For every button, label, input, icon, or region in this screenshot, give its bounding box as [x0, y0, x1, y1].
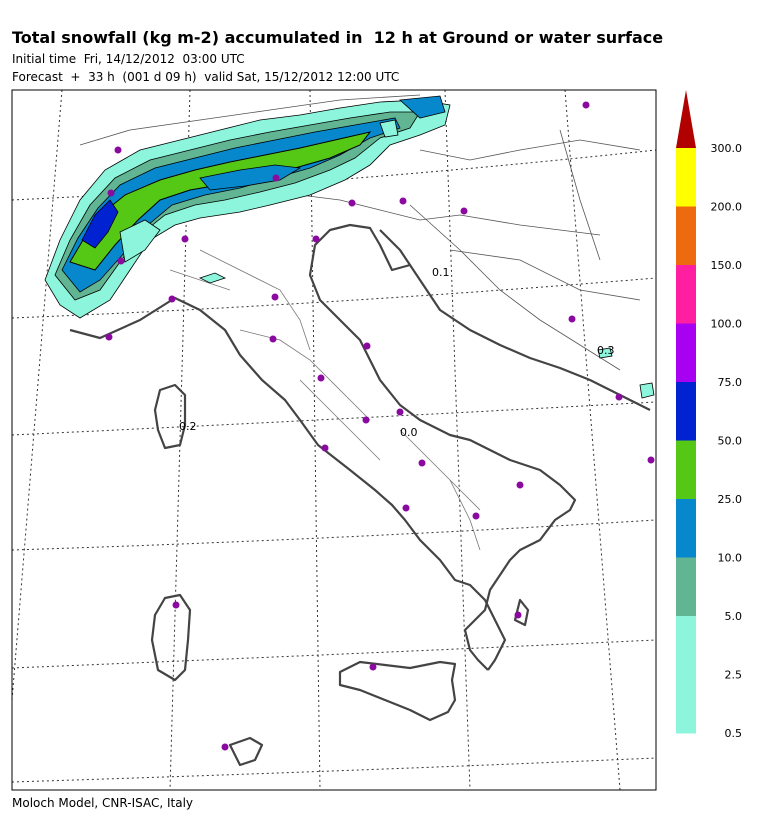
city-dot — [397, 409, 404, 416]
city-dot — [322, 445, 329, 452]
city-dot — [370, 664, 377, 671]
city-dot — [648, 457, 655, 464]
map-area — [12, 90, 656, 790]
city-dot — [273, 175, 280, 182]
city-dot — [318, 375, 325, 382]
model-credit: Moloch Model, CNR-ISAC, Italy — [12, 796, 194, 810]
contour-label: 0.1 — [432, 266, 450, 279]
city-dot — [616, 394, 623, 401]
legend-overflow-arrow — [676, 90, 696, 148]
contour-label: 0.0 — [400, 426, 418, 439]
forecast-valid-time: Forecast + 33 h (001 d 09 h) valid Sat, 15/12/2012 12:00 UTC — [12, 70, 400, 84]
city-dot — [173, 602, 180, 609]
city-dot — [517, 482, 524, 489]
city-dot — [118, 258, 125, 265]
color-legend — [676, 90, 742, 740]
city-dot — [182, 236, 189, 243]
legend-swatch — [676, 207, 696, 266]
legend-label: 0.5 — [724, 727, 742, 740]
city-dot — [363, 417, 370, 424]
city-dot — [108, 190, 115, 197]
legend-label: 300.0 — [710, 142, 742, 155]
legend-swatch — [676, 324, 696, 383]
city-dot — [400, 198, 407, 205]
legend-label: 2.5 — [724, 668, 742, 682]
city-dot — [222, 744, 229, 751]
city-dot — [515, 612, 522, 619]
map-title: Total snowfall (kg m-2) accumulated in 12 h at Ground or water surface — [12, 28, 664, 47]
contour-label: 0.2 — [179, 420, 197, 433]
city-dot — [583, 102, 590, 109]
legend-swatch — [676, 265, 696, 324]
contour-label: 0.3 — [597, 344, 615, 357]
legend-label: 25.0 — [717, 493, 742, 506]
city-dot — [419, 460, 426, 467]
city-dot — [115, 147, 122, 154]
city-dot — [272, 294, 279, 301]
city-dot — [473, 513, 480, 520]
legend-swatch — [676, 616, 696, 675]
city-dot — [106, 334, 113, 341]
coastline — [70, 225, 650, 765]
legend-swatch — [676, 148, 696, 207]
legend-label: 100.0 — [710, 317, 742, 331]
legend-label: 10.0 — [717, 551, 742, 565]
legend-swatch — [676, 441, 696, 500]
city-dot — [349, 200, 356, 207]
legend-swatch — [676, 382, 696, 441]
city-dot — [403, 505, 410, 512]
city-dot — [364, 343, 371, 350]
city-dot — [270, 336, 277, 343]
legend-label: 150.0 — [710, 259, 742, 272]
city-dot — [569, 316, 576, 323]
initial-time: Initial time Fri, 14/12/2012 03:00 UTC — [12, 52, 245, 66]
regions — [170, 250, 480, 550]
legend-label: 200.0 — [710, 200, 742, 214]
legend-label: 75.0 — [717, 376, 742, 389]
city-dot — [169, 296, 176, 303]
legend-label: 5.0 — [724, 610, 742, 623]
city-dot — [461, 208, 468, 215]
legend-swatch — [676, 499, 696, 558]
legend-swatch — [676, 675, 696, 734]
legend-label: 50.0 — [717, 434, 742, 448]
snowfall-field — [45, 96, 654, 398]
legend-swatch — [676, 558, 696, 617]
city-dot — [313, 236, 320, 243]
